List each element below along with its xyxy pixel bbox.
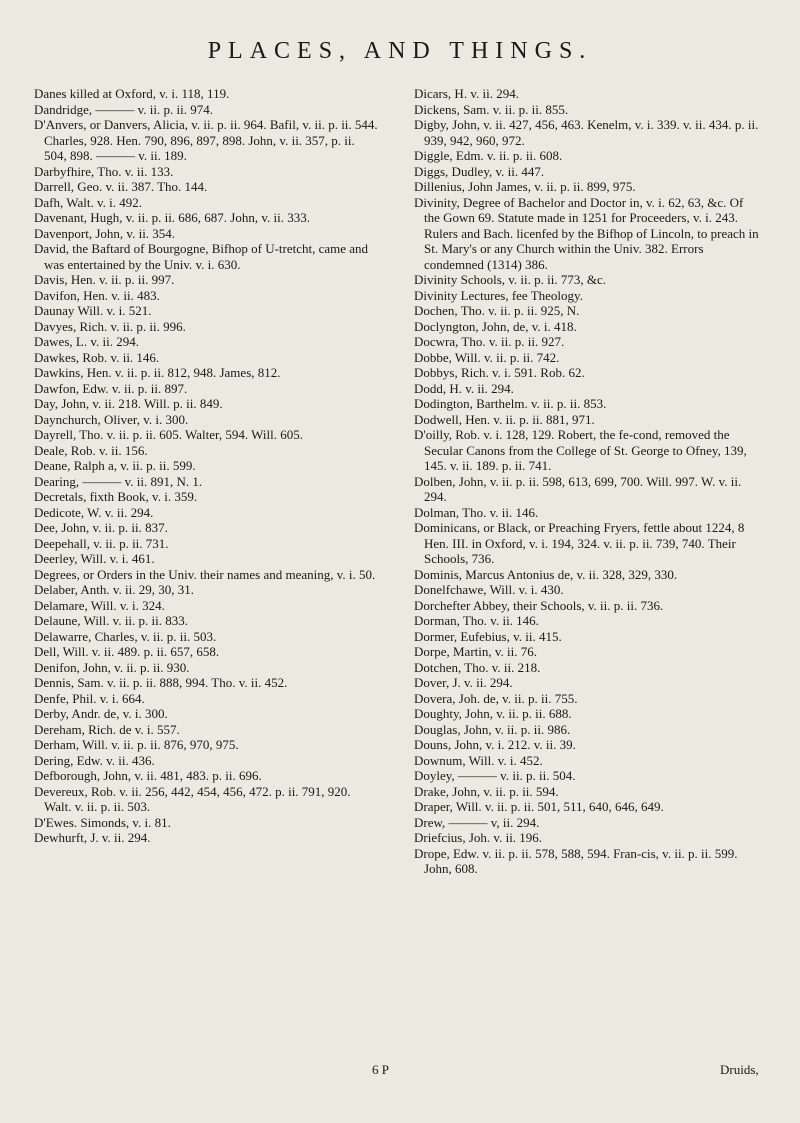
- index-entry: Downum, Will. v. i. 452.: [414, 752, 543, 768]
- index-entry: Doclyngton, John, de, v. i. 418.: [414, 318, 577, 334]
- index-entry: Dormer, Eufebius, v. ii. 415.: [414, 628, 562, 644]
- index-entry: Darbyfhire, Tho. v. ii. 133.: [34, 163, 174, 179]
- index-entry: Defborough, John, v. ii. 481, 483. p. ii. 696.: [34, 768, 262, 783]
- right-column: [414, 86, 759, 877]
- index-entry: Delaune, Will. v. ii. p. ii. 833.: [34, 613, 189, 628]
- index-entry: Dewhurft, J. v. ii. 294.: [34, 830, 151, 845]
- index-entry: Denfe, Phil. v. i. 664.: [34, 690, 145, 706]
- index-entry: Dobbys, Rich. v. i. 591. Rob. 62.: [414, 365, 585, 380]
- index-entry: Devereux, Rob. v. ii. 256, 442, 454, 456, 472. p. ii. 791, 920. Walt. v. ii. p. ii. 503.: [34, 783, 351, 814]
- index-entry: Digby, John, v. ii. 427, 456, 463. Kenelm, v. i. 339. v. ii. 434. p. ii. 939, 942, 960, 972.: [414, 117, 759, 148]
- index-entry: Dennis, Sam. v. ii. p. ii. 888, 994. Tho. v. ii. 452.: [34, 675, 288, 690]
- index-entry: Deerley, Will. v. i. 461.: [34, 551, 155, 566]
- index-entry: Dominicans, or Black, or Preaching Fryers, fettle about 1224, 8 Hen. III. in Oxford, v. i. 194, 324. v. ii. p. ii. 739, 740. Their Schools, 736.: [414, 520, 745, 566]
- index-entry: Darrell, Geo. v. ii. 387. Tho. 144.: [34, 179, 208, 194]
- index-entry: Donelfchawe, Will. v. i. 430.: [414, 582, 564, 597]
- index-entry: Dayrell, Tho. v. ii. p. ii. 605. Walter, 594. Will. 605.: [34, 427, 303, 442]
- index-entry: Dillenius, John James, v. ii. p. ii. 899, 975.: [414, 179, 636, 194]
- index-entry: Doyley, ——— v. ii. p. ii. 504.: [414, 768, 576, 783]
- index-entry: Doughty, John, v. ii. p. ii. 688.: [414, 706, 572, 721]
- left-column: [34, 86, 379, 846]
- index-entry: Drake, John, v. ii. p. ii. 594.: [414, 783, 559, 799]
- index-entry: Deepehall, v. ii. p. ii. 731.: [34, 535, 169, 551]
- index-entry: Davis, Hen. v. ii. p. ii. 997.: [34, 272, 175, 287]
- index-entry: Dawkes, Rob. v. ii. 146.: [34, 349, 160, 365]
- index-entry: Delawarre, Charles, v. ii. p. ii. 503.: [34, 628, 217, 644]
- index-entry: Decretals, fixth Book, v. i. 359.: [34, 489, 198, 504]
- index-entry: Drew, ——— v, ii. 294.: [414, 814, 540, 830]
- index-entry: D'oilly, Rob. v. i. 128, 129. Robert, the fe-cond, removed the Secular Canons from the College of St. George to Ofney, 139, 145. v. ii. 189. p. ii. 741.: [414, 427, 747, 473]
- index-entry: Dandridge, ——— v. ii. p. ii. 974.: [34, 101, 213, 117]
- index-entry: Delaber, Anth. v. ii. 29, 30, 31.: [34, 582, 195, 597]
- index-entry: Dorman, Tho. v. ii. 146.: [414, 613, 539, 628]
- index-entry: Deale, Rob. v. ii. 156.: [34, 442, 148, 458]
- index-entry: Danes killed at Oxford, v. i. 118, 119.: [34, 86, 230, 101]
- index-entry: Dolman, Tho. v. ii. 146.: [414, 504, 539, 520]
- index-entry: Docwra, Tho. v. ii. p. ii. 927.: [414, 334, 565, 349]
- index-entry: Davifon, Hen. v. ii. 483.: [34, 287, 160, 303]
- index-entry: Dedicote, W. v. ii. 294.: [34, 504, 154, 520]
- index-entry: Douns, John, v. i. 212. v. ii. 39.: [414, 737, 576, 752]
- index-entry: Dodd, H. v. ii. 294.: [414, 380, 514, 396]
- index-entry: Daunay Will. v. i. 521.: [34, 303, 152, 318]
- index-entry: Derby, Andr. de, v. i. 300.: [34, 706, 168, 721]
- index-entry: Divinity, Degree of Bachelor and Doctor in, v. i. 62, 63, &c. Of the Gown 69. Statute made in 1251 for Proceeders, v. i. 243. Rulers and Bach. licenfed by the Bifhop of Lincoln, to preach in St. Mary's or any Church within the Univ. 382. Errors condemned (1314) 386.: [414, 194, 759, 272]
- index-entry: Dawes, L. v. ii. 294.: [34, 334, 139, 349]
- index-entry: Dolben, John, v. ii. p. ii. 598, 613, 699, 700. Will. 997. W. v. ii. 294.: [414, 473, 742, 504]
- index-entry: Dereham, Rich. de v. i. 557.: [34, 721, 180, 737]
- index-entry: David, the Baftard of Bourgogne, Bifhop of U-tretcht, came and was entertained by the Univ. v. i. 630.: [34, 241, 369, 272]
- index-entry: Douglas, John, v. ii. p. ii. 986.: [414, 721, 571, 737]
- index-entry: Dicars, H. v. ii. 294.: [414, 86, 519, 101]
- index-entry: Davyes, Rich. v. ii. p. ii. 996.: [34, 318, 186, 334]
- index-entry: Divinity Lectures, fee Theology.: [414, 287, 583, 303]
- index-entry: Driefcius, Joh. v. ii. 196.: [414, 830, 543, 845]
- index-entry: Derham, Will. v. ii. p. ii. 876, 970, 975.: [34, 737, 239, 752]
- index-entry: D'Ewes. Simonds, v. i. 81.: [34, 814, 171, 830]
- index-entry: Dering, Edw. v. ii. 436.: [34, 752, 155, 768]
- index-entry: Dochen, Tho. v. ii. p. ii. 925, N.: [414, 303, 580, 318]
- index-entry: Degrees, or Orders in the Univ. their names and meaning, v. i. 50.: [34, 566, 376, 582]
- index-entry: Dominis, Marcus Antonius de, v. ii. 328, 329, 330.: [414, 566, 678, 582]
- index-entry: Dodwell, Hen. v. ii. p. ii. 881, 971.: [414, 411, 595, 427]
- catchword: Druids,: [720, 1062, 759, 1077]
- index-entry: Dickens, Sam. v. ii. p. ii. 855.: [414, 101, 569, 117]
- index-entry: Dorpe, Martin, v. ii. 76.: [414, 644, 537, 659]
- index-entry: D'Anvers, or Danvers, Alicia, v. ii. p. ii. 964. Bafil, v. ii. p. ii. 544. Charles, 928. Hen. 790, 896, 897, 898. John, v. ii. 357, p. ii. 504, 898. ——— v. ii. 189.: [34, 117, 378, 163]
- index-entry: Dover, J. v. ii. 294.: [414, 675, 513, 690]
- index-entry: Drope, Edw. v. ii. p. ii. 578, 588, 594. Fran-cis, v. ii. p. ii. 599. John, 608.: [414, 845, 738, 876]
- index-entry: Dovera, Joh. de, v. ii. p. ii. 755.: [414, 690, 578, 706]
- index-entry: Divinity Schools, v. ii. p. ii. 773, &c.: [414, 272, 606, 287]
- index-entry: Dee, John, v. ii. p. ii. 837.: [34, 520, 168, 535]
- index-entry: Dell, Will. v. ii. 489. p. ii. 657, 658.: [34, 644, 220, 659]
- index-entry: Diggs, Dudley, v. ii. 447.: [414, 163, 545, 179]
- index-entry: Delamare, Will. v. i. 324.: [34, 597, 165, 613]
- index-entry: Dotchen, Tho. v. ii. 218.: [414, 659, 541, 675]
- index-entry: Diggle, Edm. v. ii. p. ii. 608.: [414, 148, 563, 163]
- index-entry: Davenant, Hugh, v. ii. p. ii. 686, 687. John, v. ii. 333.: [34, 210, 310, 225]
- index-entry: Dobbe, Will. v. ii. p. ii. 742.: [414, 349, 560, 365]
- index-entry: Draper, Will. v. ii. p. ii. 501, 511, 640, 646, 649.: [414, 799, 664, 814]
- index-entry: Day, John, v. ii. 218. Will. p. ii. 849.: [34, 396, 223, 411]
- running-header: PLACES, AND THINGS.: [207, 38, 593, 64]
- index-entry: Dorchefter Abbey, their Schools, v. ii. p. ii. 736.: [414, 597, 664, 613]
- index-entry: Dawkins, Hen. v. ii. p. ii. 812, 948. James, 812.: [34, 365, 281, 380]
- index-entry: Dawfon, Edw. v. ii. p. ii. 897.: [34, 380, 188, 396]
- signature-mark: 6 P: [372, 1062, 389, 1077]
- index-entry: Davenport, John, v. ii. 354.: [34, 225, 176, 241]
- index-entry: Dodington, Barthelm. v. ii. p. ii. 853.: [414, 396, 607, 411]
- index-entry: Dearing, ——— v. ii. 891, N. 1.: [34, 473, 203, 489]
- index-entry: Daynchurch, Oliver, v. i. 300.: [34, 411, 189, 427]
- index-entry: Denifon, John, v. ii. p. ii. 930.: [34, 659, 190, 675]
- index-entry: Deane, Ralph a, v. ii. p. ii. 599.: [34, 458, 196, 473]
- index-entry: Dafh, Walt. v. i. 492.: [34, 194, 142, 210]
